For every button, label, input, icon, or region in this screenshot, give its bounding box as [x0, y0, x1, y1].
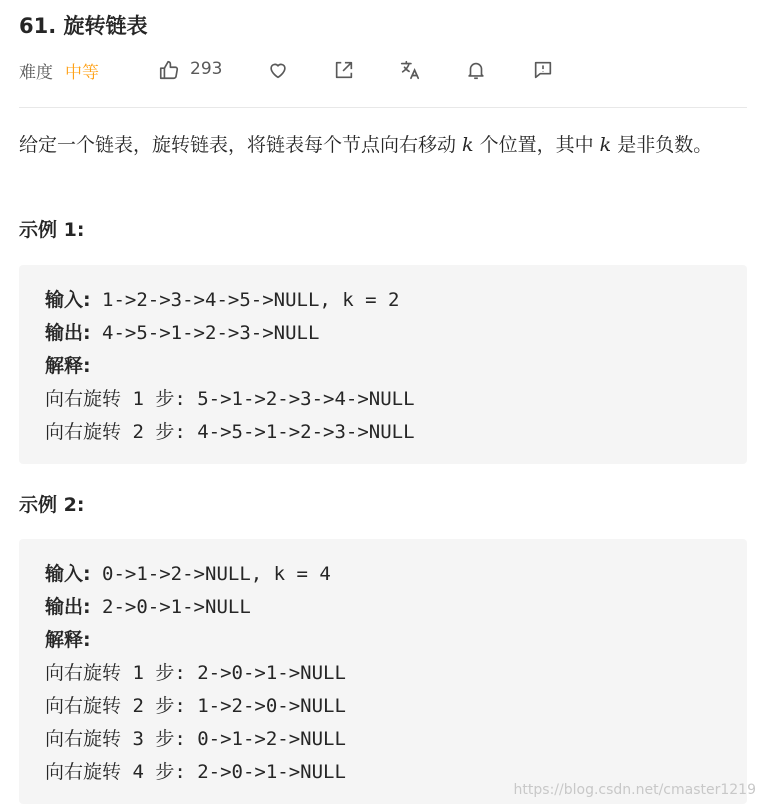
heart-icon [267, 59, 289, 81]
problem-description: 给定一个链表，旋转链表，将链表每个节点向右移动 k 个位置，其中 k 是非负数。 [19, 134, 713, 156]
difficulty-badge: 中等 [65, 62, 99, 83]
example-1-step: 向右旋转 1 步: 5->1->2->3->4->NULL [45, 388, 415, 410]
example-1-output-line: 输出: 4->5->1->2->3->NULL [45, 322, 320, 344]
favorite-button[interactable] [265, 57, 291, 83]
example-2-code-block [19, 539, 747, 804]
feedback-icon [532, 59, 554, 81]
bell-icon [465, 59, 487, 81]
like-button[interactable] [156, 57, 182, 83]
problem-meta-bar [19, 55, 223, 85]
example-1-title: 示例 1: [19, 219, 85, 241]
thumbs-up-icon [158, 59, 180, 81]
example-1-explain-label: 解释: [45, 355, 91, 377]
var-k: k [599, 134, 612, 156]
feedback-button[interactable] [530, 57, 556, 83]
example-2-step: 向右旋转 4 步: 2->0->1->NULL [45, 761, 346, 783]
header-divider [19, 107, 747, 108]
example-1-input-line: 输入: 1->2->3->4->5->NULL, k = 2 [45, 289, 400, 311]
difficulty-label: 难度 [19, 62, 53, 83]
example-2-step: 向右旋转 1 步: 2->0->1->NULL [45, 662, 346, 684]
share-button[interactable] [331, 57, 357, 83]
example-2-explain-label: 解释: [45, 629, 91, 651]
translate-button[interactable] [397, 57, 423, 83]
subscribe-button[interactable] [463, 57, 489, 83]
var-k: k [462, 134, 474, 156]
translate-icon [399, 59, 421, 81]
watermark: https://blog.csdn.net/cmaster1219 [513, 782, 756, 798]
problem-title: 61. 旋转链表 [19, 14, 148, 38]
share-icon [333, 59, 355, 81]
example-2-output-line: 输出: 2->0->1->NULL [45, 596, 251, 618]
example-2-input-line: 输入: 0->1->2->NULL, k = 4 [45, 563, 331, 585]
like-count: 293 [190, 59, 223, 79]
example-1-code-block [19, 265, 747, 464]
example-2-title: 示例 2: [19, 494, 85, 516]
example-1-step: 向右旋转 2 步: 4->5->1->2->3->NULL [45, 421, 415, 443]
example-2-step: 向右旋转 3 步: 0->1->2->NULL [45, 728, 346, 750]
example-2-step: 向右旋转 2 步: 1->2->0->NULL [45, 695, 346, 717]
